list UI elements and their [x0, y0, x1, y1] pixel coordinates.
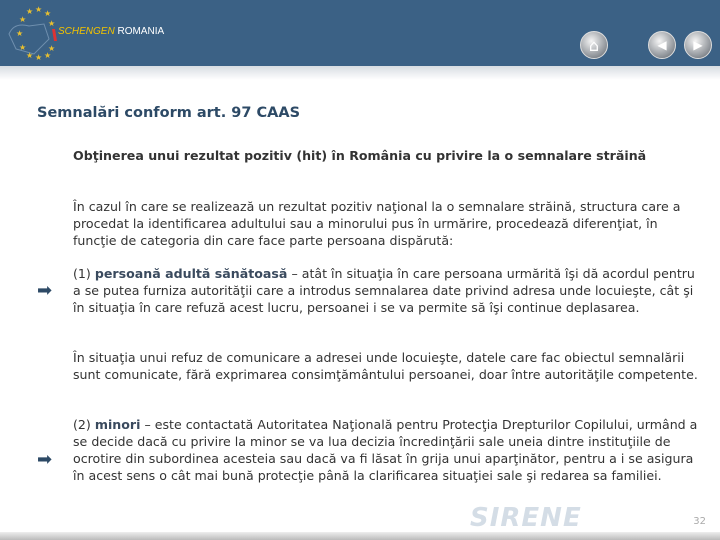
previous-button[interactable] — [648, 31, 676, 59]
svg-text:★: ★ — [19, 15, 27, 24]
svg-text:★: ★ — [35, 5, 43, 14]
item-heading: persoană adultă sănătoasă — [94, 266, 288, 281]
svg-text:★: ★ — [16, 29, 24, 38]
svg-text:★: ★ — [35, 53, 43, 62]
subtitle: Obţinerea unui rezultat pozitiv (hit) în România cu privire la o semnalare străină — [73, 148, 647, 163]
arrow-icon: ➡ — [37, 280, 53, 301]
home-button[interactable] — [580, 31, 608, 59]
intro-paragraph: În cazul în care se realizează un rezultat pozitiv naţional la o semnalare străină, structura care a procedat la identificarea adultului sau a minorului pus în urmărire, procedează diferenţiat, în funcţie de categoria din care face parte persoana dispărută: — [73, 199, 681, 248]
item-text: – este contactată Autoritatea Naţională pentru Protecţia Drepturilor Copilului, urmând a se decide dacă cu privire la minor se va lua decizia încredinţării sale uneia dintre instituţiile de ocrotire din subordinea acesteia sau dacă va fi lăsat în grija unui aparţinător, pentru a i se asigura în acest sens o cât mai bună protecţie până la clarificarea situaţiei sale şi redarea sa familiei. — [73, 417, 698, 483]
item-heading: minori — [94, 417, 141, 432]
next-icon: ▶ — [693, 38, 703, 52]
item-number: (1) — [73, 266, 95, 281]
brand-schengen: SCHENGEN — [58, 26, 115, 37]
refusal-paragraph: În situaţia unui refuz de comunicare a adresei unde locuieşte, datele care fac obiectul semnalării sunt comunicate, fără exprimarea consimţământului persoanei, doar între autorităţile competente. — [73, 350, 698, 382]
item-text: – atât în situaţia în care persoana urmărită îşi dă acordul pentru a se putea furniza autorităţii care a introdus semnalarea date privind adresa unde locuieşte, cât şi în situaţia în care refuză acest lucru, persoanei i se va permite să îşi continue deplasarea. — [73, 266, 695, 315]
item-minors — [73, 416, 703, 484]
footer-bar — [0, 532, 720, 540]
brand-text — [58, 26, 164, 37]
item-adult — [73, 265, 703, 316]
sirene-watermark: SIRENE — [470, 503, 582, 533]
item-number: (2) — [73, 417, 95, 432]
svg-text:★: ★ — [48, 44, 56, 53]
svg-text:★: ★ — [26, 51, 34, 60]
header-shadow — [0, 66, 720, 80]
svg-text:★: ★ — [44, 9, 52, 18]
brand-romania: ROMANIA — [114, 26, 165, 37]
header — [0, 0, 720, 66]
next-button[interactable] — [684, 31, 712, 59]
page-number: 32 — [693, 516, 706, 527]
svg-text:★: ★ — [44, 51, 52, 60]
svg-text:★: ★ — [26, 7, 34, 16]
page-title: Semnalări conform art. 97 CAAS — [37, 105, 301, 121]
eu-stars-logo — [4, 4, 64, 64]
home-icon: ⌂ — [588, 35, 600, 55]
svg-text:★: ★ — [48, 19, 56, 28]
previous-icon: ◀ — [657, 38, 667, 52]
arrow-icon: ➡ — [37, 449, 53, 470]
svg-text:★: ★ — [19, 43, 27, 52]
